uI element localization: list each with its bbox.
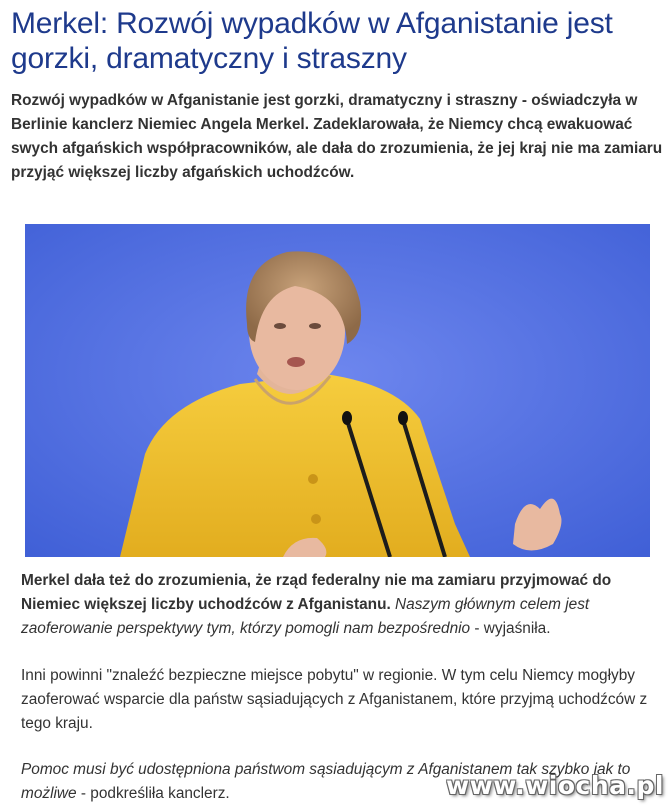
article-photo (25, 224, 650, 557)
paragraph-1-tail: - wyjaśniła. (470, 620, 551, 637)
paragraph-3-quote: Pomoc musi być udostępniona państwom sąsiadującym z Afganistanem tak szybko jak to możliwe (21, 761, 631, 802)
article-paragraph-1 (21, 569, 661, 641)
article-title: Merkel: Rozwój wypadków w Afganistanie jest gorzki, dramatyczny i straszny (11, 7, 613, 75)
article-lead: Rozwój wypadków w Afganistanie jest gorzki, dramatyczny i straszny - oświadczyła w Berlinie kanclerz Niemiec Angela Merkel. Zadeklarowała, że Niemcy chcą ewakuować swych afgańskich współpracowników, ale dała do zrozumienia, że jej kraj nie ma zamiaru przyjąć większej liczby afgańskich uchodźców. (11, 92, 663, 181)
watermark-logo: www.wiocha.pl (446, 771, 664, 800)
paragraph-3-tail: - podkreśliła kanclerz. (76, 785, 230, 802)
article-paragraph-2: Inni powinni "znaleźć bezpieczne miejsce pobytu" w regionie. W tym celu Niemcy mogłyby zaoferować wsparcie dla państw sąsiadujących z Afganistanem, które przyjmą uchodźców z tego kraju. (21, 667, 648, 732)
paragraph-1-quote: Naszym głównym celem jest zaoferowanie perspektywy tym, którzy pomogli nam bezpośrednio (21, 596, 590, 637)
speaker-photo-illustration (25, 224, 650, 557)
paragraph-1-bold: Merkel dała też do zrozumienia, że rząd federalny nie ma zamiaru przyjmować do Niemiec większej liczby uchodźców z Afganistanu. (21, 572, 612, 613)
